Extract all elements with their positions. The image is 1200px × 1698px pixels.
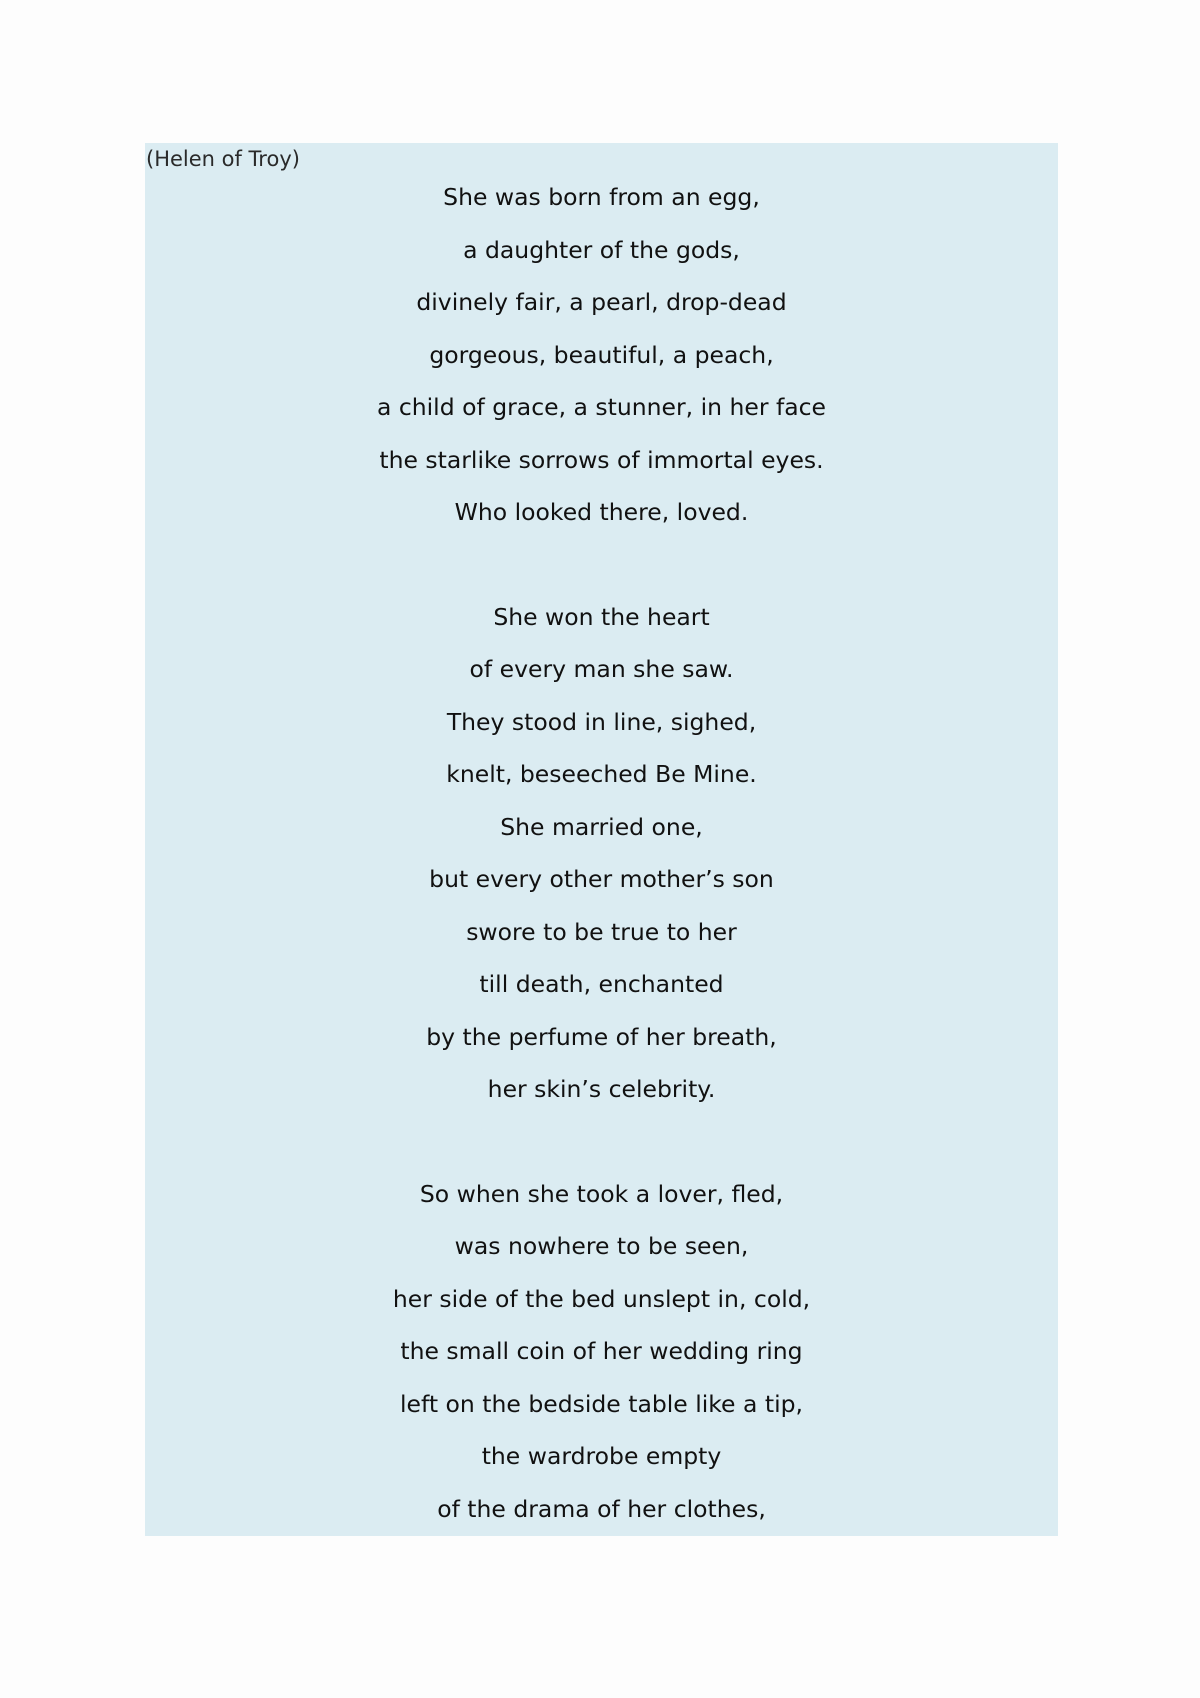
poem-line: So when she took a lover, fled, bbox=[419, 1179, 784, 1208]
poem-line: left on the bedside table like a tip, bbox=[400, 1389, 803, 1418]
poem-line: the starlike sorrows of immortal eyes. bbox=[379, 445, 824, 474]
poem-line: of the drama of her clothes, bbox=[437, 1494, 766, 1523]
poem-subtitle: (Helen of Troy) bbox=[146, 147, 300, 171]
poem-line: Who looked there, loved. bbox=[454, 498, 749, 526]
poem-line: of every man she saw. bbox=[469, 655, 734, 683]
poem-body bbox=[145, 180, 1058, 1536]
poem-line: a child of grace, a stunner, in her face bbox=[376, 393, 827, 421]
stanza-2 bbox=[145, 600, 1058, 1125]
stanza-1 bbox=[145, 180, 1058, 548]
poem-line: her skin’s celebrity. bbox=[487, 1075, 716, 1103]
poem-line: her side of the bed unslept in, cold, bbox=[392, 1284, 811, 1313]
poem-line: She was born from an egg, bbox=[443, 183, 760, 211]
poem-line: the small coin of her wedding ring bbox=[400, 1337, 803, 1365]
poem-line: the wardrobe empty bbox=[481, 1442, 722, 1470]
poem-line: by the perfume of her breath, bbox=[426, 1022, 777, 1051]
poem-line: swore to be true to her bbox=[466, 917, 737, 946]
poem-line: She won the heart bbox=[493, 602, 710, 631]
poem-line: knelt, beseeched Be Mine. bbox=[446, 760, 757, 788]
poem-line: She married one, bbox=[500, 812, 703, 841]
stanza-3 bbox=[145, 1177, 1058, 1537]
poem-line: was nowhere to be seen, bbox=[454, 1232, 749, 1260]
poem-line: divinely fair, a pearl, drop-dead bbox=[416, 288, 787, 316]
poem-line: till death, enchanted bbox=[479, 970, 724, 998]
poem-line: but every other mother’s son bbox=[429, 865, 774, 893]
poem-line: a daughter of the gods, bbox=[463, 235, 740, 264]
poem-line: They stood in line, sighed, bbox=[446, 707, 757, 736]
highlighted-text-block bbox=[145, 143, 1058, 1536]
poem-line: gorgeous, beautiful, a peach, bbox=[429, 340, 774, 369]
